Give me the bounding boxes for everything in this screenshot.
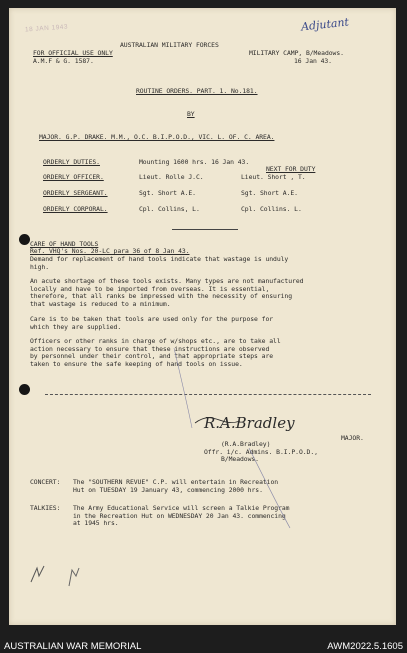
document-date: 16 Jan 43. <box>294 57 332 65</box>
orderly-officer-next: Lieut. Short , T. <box>241 173 306 181</box>
signature: R.A.Bradley <box>204 414 295 432</box>
signatory-rank: MAJOR. <box>341 434 364 442</box>
next-for-duty-heading: NEXT FOR DUTY <box>266 165 316 173</box>
orderly-corporal-current: Cpl. Collins, L. <box>139 205 200 213</box>
orderly-sergeant-current: Sgt. Short A.E. <box>139 189 196 197</box>
orderly-corporal-role: ORDERLY CORPORAL. <box>43 205 108 213</box>
date-stamp: 18 JAN 1943 <box>24 23 69 34</box>
care-paragraph-4: Officers or other ranks in charge of w/shops etc., are to take all action necessary to ensure that these instructions are observed by personnel under their control, and that appropriate steps are taken to ensure the safe keeping of hand tools on issue. <box>30 337 281 368</box>
punch-hole-top <box>19 234 30 245</box>
handwritten-marks <box>9 8 396 625</box>
punch-hole-bottom <box>19 384 30 395</box>
care-of-tools-reference: Ref. VHQ's Nos. 20-LC para 36 of 8 Jan 43. <box>30 247 190 255</box>
archive-footer <box>0 636 407 653</box>
concert-label: CONCERT: <box>30 478 61 486</box>
orderly-duties-heading: ORDERLY DUTIES. <box>43 158 100 166</box>
talkies-text: The Army Educational Service will screen a Talkie Program in the Recreation Hut on WEDNESDAY 20 Jan 43. commencing at 1945 hrs. <box>73 504 290 528</box>
talkies-label: TALKIES: <box>30 504 61 512</box>
signatory-name: (R.A.Bradley) <box>221 440 271 448</box>
camp-name: MILITARY CAMP, B/Meadows. <box>249 49 344 57</box>
orders-title: ROUTINE ORDERS. PART. 1. No.181. <box>136 87 258 95</box>
orderly-sergeant-next: Sgt. Short A.E. <box>241 189 298 197</box>
handwritten-annotation: Adjutant <box>300 15 350 34</box>
classification-label: FOR OFFICIAL USE ONLY <box>33 49 113 57</box>
document-page <box>9 8 396 625</box>
care-of-tools-heading: CARE OF HAND TOOLS <box>30 240 99 248</box>
orderly-corporal-next: Cpl. Collins. L. <box>241 205 302 213</box>
reference-number: A.M.F & G. 1587. <box>33 57 94 65</box>
organization-heading: AUSTRALIAN MILITARY FORCES <box>120 41 219 49</box>
orderly-sergeant-role: ORDERLY SERGEANT. <box>43 189 108 197</box>
concert-text: The "SOUTHERN REVUE" C.P. will entertain in Recreation Hut on TUESDAY 19 January 43, commencing 2000 hrs. <box>73 478 279 494</box>
care-paragraph-2: An acute shortage of these tools exists. Many types are not manufactured locally and have to be imported from overseas. It is essential, therefore, that all ranks be impressed with the necessity of ensuring that wastage is reduced to a minimum. <box>30 277 304 308</box>
care-paragraph-3: Care is to be taken that tools are used only for the purpose for which they are supplied. <box>30 315 274 331</box>
signatory-location: B/Meadows. <box>221 455 259 463</box>
issuing-officer: MAJOR. G.P. DRAKE. M.M., O.C. B.I.P.O.D., VIC. L. OF. C. AREA. <box>39 133 275 141</box>
archive-reference: AWM2022.5.1605 <box>327 641 403 652</box>
mounting-time: Mounting 1600 hrs. 16 Jan 43. <box>139 158 250 166</box>
care-paragraph-1: Demand for replacement of hand tools indicate that wastage is unduly high. <box>30 255 289 271</box>
by-label: BY <box>187 110 195 118</box>
archive-name: AUSTRALIAN WAR MEMORIAL <box>4 641 142 652</box>
orderly-officer-role: ORDERLY OFFICER. <box>43 173 104 181</box>
orderly-officer-current: Lieut. Rolle J.C. <box>139 173 204 181</box>
signatory-title: Offr. i/c. Admins. B.I.P.O.D., <box>204 448 318 456</box>
